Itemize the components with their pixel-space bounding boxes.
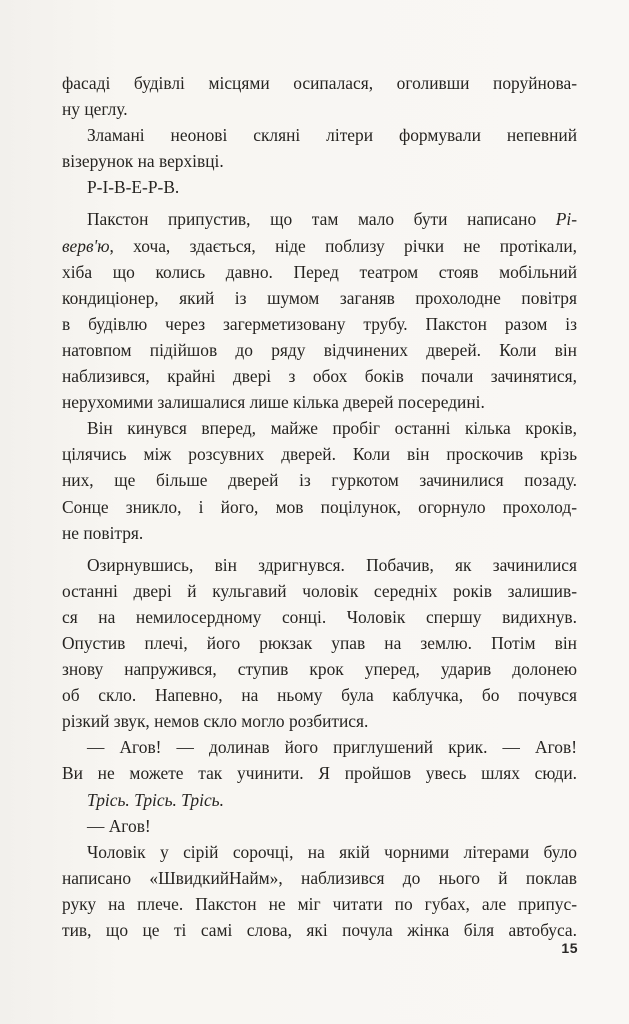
- line-text: в будівлю через загерметизовану трубу. Пакстон разом із: [62, 313, 577, 334]
- text-line: [62, 917, 577, 943]
- text-line: [62, 148, 577, 174]
- line-text: написано «ШвидкийНайм», наблизився до нього й поклав: [62, 867, 577, 888]
- italic-text: Рі-: [555, 209, 577, 230]
- line-text: — Агов!: [87, 815, 151, 836]
- line-text: ся на немилосердному сонці. Чоловік спершу видихнув.: [62, 606, 577, 627]
- line-text: нерухомими залишалися лише кілька дверей посередині.: [62, 392, 485, 413]
- text-line: [62, 578, 577, 604]
- line-text: останні двері й кульгавий чоловік середніх років залишив-: [62, 580, 577, 601]
- line-text: Він кинувся вперед, майже пробіг останні кілька кроків,: [87, 418, 577, 439]
- text-line: [62, 259, 577, 285]
- text-line: [62, 813, 577, 839]
- line-text: Озирнувшись, він здригнувся. Побачив, як зачинилися: [87, 554, 577, 575]
- text-line: [62, 337, 577, 363]
- text-line: [62, 174, 577, 200]
- line-text: не повітря.: [62, 522, 144, 543]
- italic-text: Трісь. Трісь. Трісь.: [87, 789, 224, 810]
- line-text: хіба що колись давно. Перед театром стояв мобільний: [62, 261, 577, 282]
- text-line: [62, 520, 577, 546]
- line-text: знову напружився, ступив крок уперед, ударив долонею: [62, 659, 577, 680]
- line-text: Ви не можете так учинити. Я пройшов увесь шлях сюди.: [62, 763, 577, 784]
- text-line: [62, 415, 577, 441]
- line-text: — Агов! — долинав його приглушений крик. — Агов!: [87, 737, 577, 758]
- text-line: [62, 389, 577, 415]
- text-line: [62, 682, 577, 708]
- page-number: 15: [561, 940, 578, 956]
- body-text: [62, 70, 577, 943]
- text-line: [62, 865, 577, 891]
- text-line: [62, 363, 577, 389]
- text-line: [62, 70, 577, 96]
- text-line: [62, 206, 577, 232]
- text-line: [62, 494, 577, 520]
- text-line: [62, 285, 577, 311]
- line-text: об скло. Напевно, на ньому була каблучка, бо почувся: [62, 685, 577, 706]
- line-text: руку на плече. Пакстон не міг читати по губах, але припус-: [62, 893, 577, 914]
- text-line: [62, 760, 577, 786]
- line-text: різкий звук, немов скло могло розбитися.: [62, 711, 369, 732]
- text-line: [62, 604, 577, 630]
- line-text: тив, що це ті самі слова, які почула жінка біля автобуса.: [62, 920, 577, 940]
- line-text: Чоловік у сірій сорочці, на якій чорними літерами було: [87, 841, 577, 862]
- text-line: [62, 891, 577, 917]
- line-text: візерунок на верхівці.: [62, 151, 224, 172]
- text-line: [62, 787, 577, 813]
- line-text: наблизився, крайні двері з обох боків почали зачинятися,: [62, 366, 577, 387]
- text-line: [62, 441, 577, 467]
- line-text: Сонце зникло, і його, мов поцілунок, огорнуло прохолод-: [62, 496, 577, 517]
- italic-text: верв'ю: [62, 235, 110, 256]
- line-text: Р-І-В-Е-Р-В.: [87, 177, 180, 198]
- text-line: [62, 708, 577, 734]
- line-text: Зламані неонові скляні літери формували непевний: [87, 125, 577, 146]
- text-line: [62, 122, 577, 148]
- line-text: , хоча, здається, ніде поблизу річки не протікали,: [109, 235, 577, 256]
- line-text: фасаді будівлі місцями осипалася, оголивши поруйнова-: [62, 73, 577, 93]
- text-line: [62, 839, 577, 865]
- line-text: натовпом підійшов до ряду відчинених дверей. Коли він: [62, 339, 577, 360]
- text-line: [62, 233, 577, 259]
- line-text: Опустив плечі, його рюкзак упав на землю. Потім він: [62, 632, 577, 653]
- text-line: [62, 311, 577, 337]
- line-text: Пакстон припустив, що там мало бути написано: [87, 209, 556, 230]
- text-line: [62, 96, 577, 122]
- text-line: [62, 467, 577, 493]
- text-line: [62, 734, 577, 760]
- text-line: [62, 630, 577, 656]
- text-line: [62, 656, 577, 682]
- line-text: цілячись між розсувних дверей. Коли він проскочив крізь: [62, 444, 577, 465]
- line-text: ну цеглу.: [62, 99, 128, 120]
- text-line: [62, 552, 577, 578]
- line-text: кондиціонер, який із шумом заганяв прохолодне повітря: [62, 287, 577, 308]
- line-text: них, ще більше дверей із гуркотом зачинилися позаду.: [62, 470, 577, 491]
